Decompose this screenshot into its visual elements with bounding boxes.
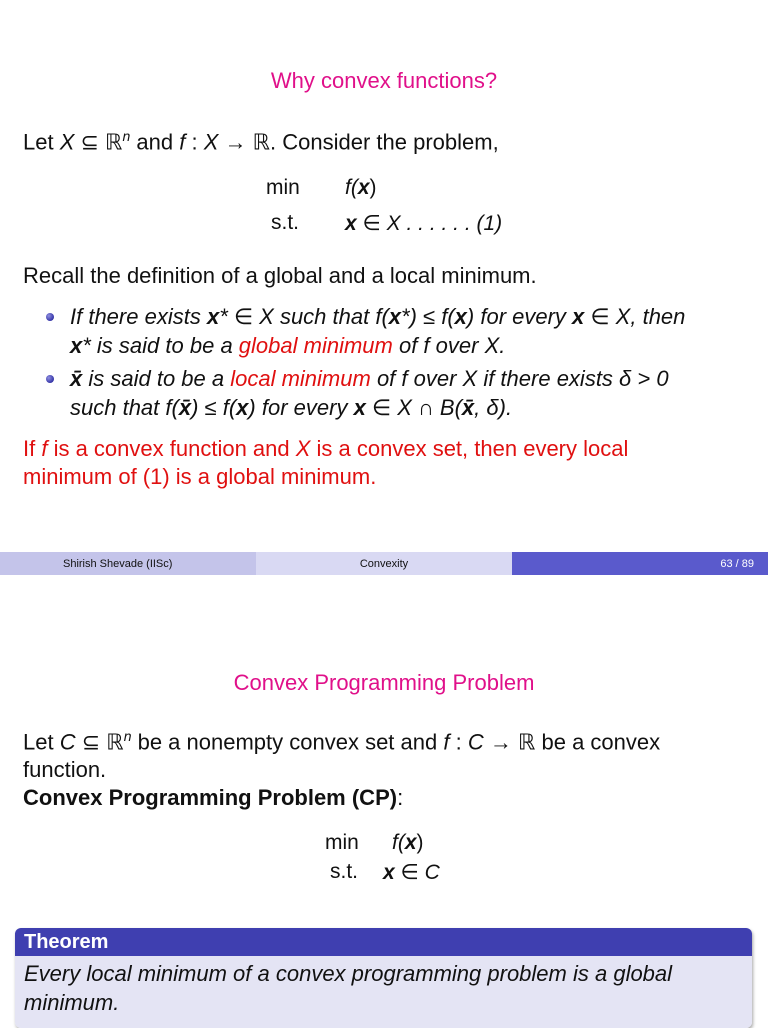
math-bold-x: x — [383, 861, 395, 884]
math: ) — [369, 176, 377, 199]
theorem-text: Every local minimum of a convex programming problem is a global — [24, 961, 673, 986]
math-bold-x: x — [345, 212, 357, 235]
math-var: X — [59, 129, 75, 155]
theorem-body — [15, 956, 752, 1028]
footer-topic: Convexity — [256, 552, 512, 575]
text: ) for every — [466, 304, 573, 329]
math: f( — [392, 831, 405, 854]
text: → ℝ. Consider the problem, — [218, 129, 499, 155]
math-bold-x: x — [388, 304, 402, 329]
intro-line — [23, 122, 748, 156]
text: ∈ X ∩ B( — [365, 395, 462, 420]
st-label: s.t. — [271, 211, 300, 234]
math-bold-x: x — [404, 831, 417, 854]
math-bold-x: x — [70, 333, 83, 358]
math-var: C — [59, 729, 76, 755]
text: of f over X. — [392, 333, 506, 358]
objective — [345, 176, 377, 200]
math: f( — [345, 176, 358, 199]
text: of f over X if there exists δ > 0 — [370, 366, 669, 391]
math-sup: n — [122, 128, 131, 144]
text: Let — [23, 129, 60, 155]
min-label: min — [325, 831, 359, 854]
text: ) for every — [248, 395, 354, 420]
constraint — [383, 860, 440, 885]
text: ) ≤ f( — [191, 395, 237, 420]
math-bold-xbar: x̄ — [461, 395, 475, 420]
slide-title: Why convex functions? — [270, 68, 498, 93]
math-bold-x: x — [236, 395, 249, 420]
math: ∈ X . . . . . . (1) — [356, 212, 503, 235]
text: ⊆ ℝ — [74, 129, 123, 155]
math-var: X — [203, 129, 219, 155]
math-bold-xbar: x̄ — [70, 366, 83, 391]
text: be a nonempty convex set and — [131, 729, 444, 755]
math-var: f — [179, 129, 186, 155]
definition-text — [23, 722, 748, 812]
slide-convex-programming — [0, 576, 768, 1024]
text: : — [185, 129, 204, 155]
objective — [392, 831, 424, 855]
theorem-heading: Theorem — [15, 928, 752, 956]
math-bold-xbar: x̄ — [178, 395, 192, 420]
math-bold-x: x — [353, 395, 366, 420]
text: minimum of (1) is a global minimum. — [23, 464, 377, 489]
math-bold-x: x — [206, 304, 220, 329]
highlight-global-minimum: global minimum — [238, 333, 393, 358]
text: Let — [23, 729, 60, 755]
text: * ∈ X such that f( — [219, 304, 389, 329]
text: → ℝ be a convex — [483, 729, 661, 755]
cp-heading: Convex Programming Problem (CP) — [23, 785, 398, 811]
text: ∈ X, then — [584, 304, 686, 329]
math-var: X — [295, 436, 311, 461]
text: : — [397, 785, 404, 811]
text: , δ). — [474, 395, 513, 420]
text: function. — [23, 757, 107, 783]
text: * is said to be a — [82, 333, 239, 358]
bullet-icon — [46, 313, 54, 321]
text: : — [449, 729, 468, 755]
text: If — [23, 436, 42, 461]
conclusion — [23, 435, 748, 491]
math-bold-x: x — [572, 304, 585, 329]
math-var: f — [443, 729, 450, 755]
text: is a convex function and — [47, 436, 296, 461]
st-label: s.t. — [330, 860, 359, 883]
recall-line: Recall the definition of a global and a local minimum. — [23, 263, 537, 288]
math-var: f — [41, 436, 48, 461]
math-bold-x: x — [454, 304, 467, 329]
theorem-block — [15, 928, 752, 1028]
slide-title: Convex Programming Problem — [233, 670, 535, 695]
footer-page-number: 63 / 89 — [512, 552, 768, 575]
bullet-icon — [46, 375, 54, 383]
bullet-global-minimum — [70, 302, 748, 360]
min-label: min — [266, 176, 300, 199]
text: is a convex set, then every local — [310, 436, 629, 461]
theorem-text: minimum. — [24, 990, 120, 1015]
math: ) — [416, 831, 424, 854]
constraint — [345, 211, 502, 236]
text: is said to be a — [82, 366, 231, 391]
text: ⊆ ℝ — [75, 729, 124, 755]
footer-author: Shirish Shevade (IISc) — [0, 552, 256, 575]
text: If there exists — [70, 304, 207, 329]
math-var: C — [467, 729, 484, 755]
slide-footer — [0, 552, 768, 575]
math-bold-x: x — [357, 176, 370, 199]
text: and — [130, 129, 180, 155]
text: *) ≤ f( — [401, 304, 455, 329]
math-sup: n — [123, 728, 132, 744]
math: ∈ C — [394, 861, 440, 884]
highlight-local-minimum: local minimum — [230, 366, 371, 391]
text: such that f( — [70, 395, 179, 420]
bullet-local-minimum — [70, 364, 748, 422]
